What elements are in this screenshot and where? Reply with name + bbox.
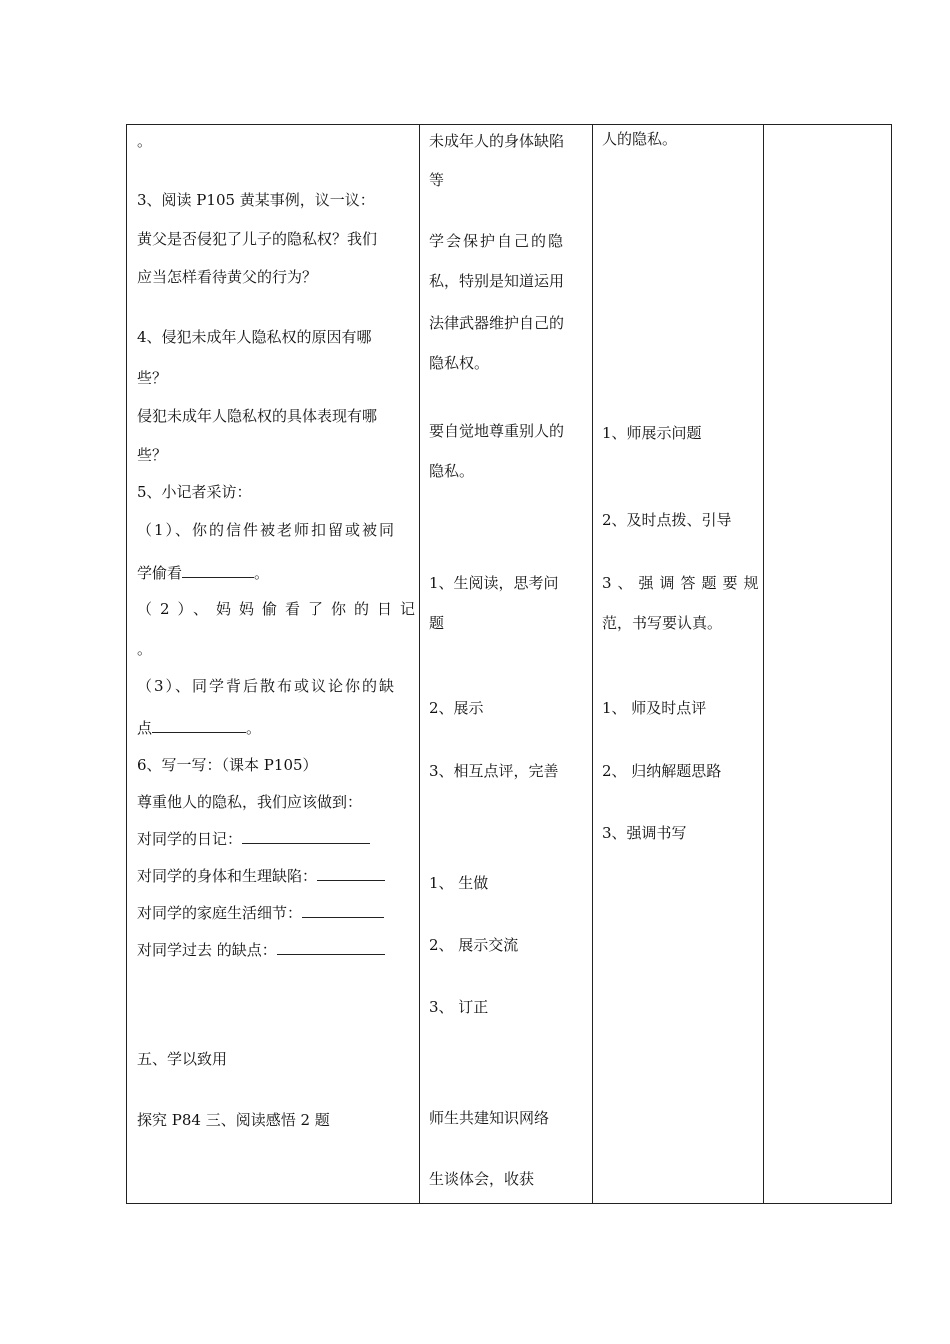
text-line: 2、及时点拨、引导 (602, 511, 732, 529)
fill-in-line (137, 902, 384, 923)
text-fragment: 对同学的家庭生活细节： (137, 904, 303, 922)
text-line: 法律武器维护自己的 (429, 314, 565, 332)
text-line: 1、 师及时点评 (602, 699, 707, 717)
fill-in-line (137, 939, 385, 960)
text-fragment: 对同学的日记： (137, 830, 243, 848)
text-line: 3、阅读 P105 黄某事例，议一议： (137, 191, 375, 209)
text-line: 范，书写要认真。 (602, 614, 723, 632)
text-line: 。 (137, 640, 153, 658)
text-line: 2、 展示交流 (429, 936, 519, 954)
text-line: 侵犯未成年人隐私权的具体表现有哪 (137, 407, 378, 425)
blank-underline (242, 828, 370, 844)
fill-in-line (137, 828, 370, 849)
text-line: 1、师展示问题 (602, 424, 702, 442)
notes-column (764, 125, 892, 1203)
text-line: 3、强调书写 (602, 824, 687, 842)
text-line: 应当怎样看待黄父的行为？ (137, 268, 318, 286)
blank-underline (317, 865, 385, 881)
text-fragment: 对同学的身体和生理缺陷： (137, 867, 318, 885)
text-line: 隐私。 (429, 462, 475, 480)
text-line: 。 (137, 132, 153, 150)
text-line: 2、展示 (429, 699, 484, 717)
text-line: （2）、妈妈偷看了你的日记 (137, 600, 424, 618)
text-line: 3、相互点评，完善 (429, 762, 559, 780)
text-line: 些？ (137, 446, 168, 464)
text-fragment: 学偷看 (137, 564, 183, 582)
fill-in-line (137, 865, 385, 886)
text-fragment: 点 (137, 719, 153, 737)
fill-in-line (137, 717, 261, 738)
blank-underline (277, 939, 385, 955)
text-line: 1、 生做 (429, 874, 489, 892)
text-line: 隐私权。 (429, 354, 490, 372)
text-line: 学会保护自己的隐 (429, 232, 566, 250)
fill-in-line (137, 562, 269, 583)
text-line: 2、 归纳解题思路 (602, 762, 722, 780)
student-column (420, 125, 592, 1203)
text-fragment: 对同学过去 的缺点： (137, 941, 277, 959)
teacher-column (593, 125, 763, 1203)
text-line: 1、生阅读，思考问 (429, 574, 559, 592)
text-line: （1）、你的信件被老师扣留或被同 (137, 521, 397, 539)
text-line: 私，特别是知道运用 (429, 272, 565, 290)
text-line: （3）、同学背后散布或议论你的缺 (137, 677, 397, 695)
text-line: 4、侵犯未成年人隐私权的原因有哪 (137, 328, 372, 346)
blank-underline (182, 562, 254, 578)
text-fragment: 。 (254, 564, 270, 582)
text-line: 生谈体会，收获 (429, 1170, 535, 1188)
text-line: 等 (429, 171, 445, 189)
text-line: 3、强调答题要规 (602, 574, 765, 592)
text-line: 师生共建知识网络 (429, 1109, 550, 1127)
text-line: 5、小记者采访： (137, 483, 252, 501)
text-line: 要自觉地尊重别人的 (429, 422, 565, 440)
text-line: 探究 P84 三、阅读感悟 2 题 (137, 1111, 330, 1129)
text-line: 人的隐私。 (602, 130, 678, 148)
text-line: 未成年人的身体缺陷 (429, 132, 565, 150)
text-line: 些？ (137, 369, 168, 387)
section-heading: 五、学以致用 (137, 1050, 228, 1068)
blank-underline (152, 717, 246, 733)
text-line: 题 (429, 614, 445, 632)
text-line: 3、 订正 (429, 998, 489, 1016)
text-fragment: 。 (246, 719, 262, 737)
text-line: 黄父是否侵犯了儿子的隐私权？我们 (137, 230, 378, 248)
blank-underline (302, 902, 384, 918)
lesson-table (126, 124, 892, 1204)
text-line: 尊重他人的隐私，我们应该做到： (137, 793, 363, 811)
activity-column (127, 125, 424, 1203)
text-line: 6、写一写：（课本 P105） (137, 756, 318, 774)
